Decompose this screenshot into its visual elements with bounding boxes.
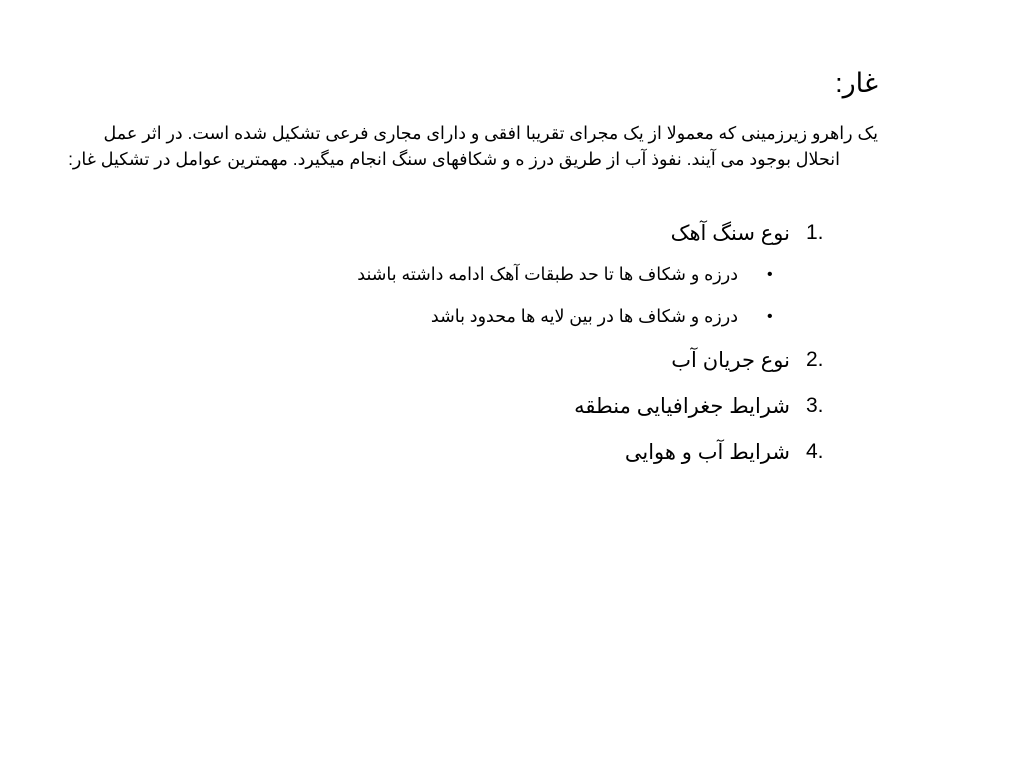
slide-title: غار: [835,68,878,98]
factor-2-label: نوع جریان آب [671,349,790,372]
factor-1-label: نوع سنگ آهک [670,222,790,245]
intro-paragraph: یک راهرو زیرزمینی که معمولا از یک مجرای تقریبا افقی و دارای مجاری فرعی تشکیل شده است. در اثر عمل انحلال بوجود می آیند. نفوذ آب از طریق درز ه و شکافهای سنگ انجام میگیرد. مهمترین عوامل در تشکیل غار: [68,123,878,169]
factor-1-marker: 1. [806,221,824,244]
factor-4-marker: 4. [806,440,824,463]
factor-4-label: شرایط آب و هوایی [624,441,790,464]
factor-3-label: شرایط جغرافیایی منطقه [574,395,790,418]
factor-3-marker: 3. [806,394,824,417]
factor-2-marker: 2. [806,348,824,371]
subitem-2-text: درزه و شکاف ها در بین لایه ها محدود باشد [430,306,738,326]
subitem-2-bullet: • [767,308,773,325]
subitem-1-bullet: • [767,266,773,283]
subitem-1-text: درزه و شکاف ها تا حد طبقات آهک ادامه داشته باشند [357,264,738,284]
